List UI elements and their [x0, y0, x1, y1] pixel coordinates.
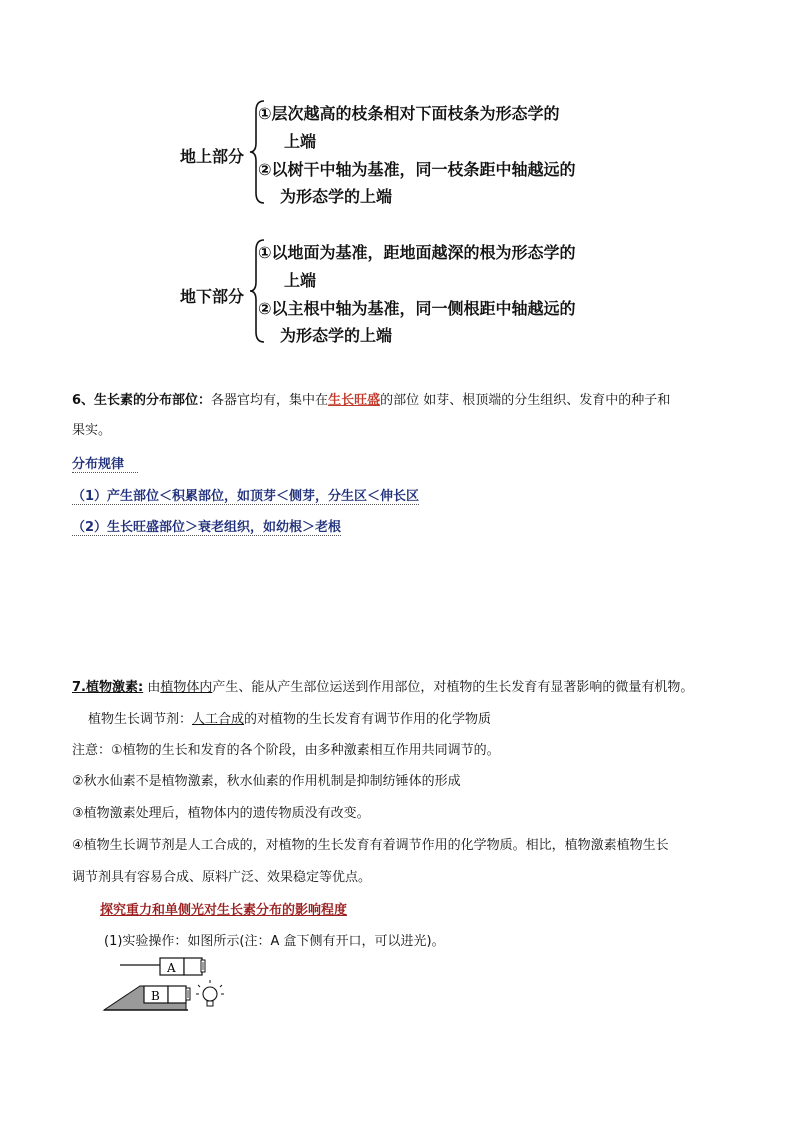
underground-label: 地下部分 — [180, 287, 245, 306]
seedling-icon — [186, 988, 190, 1000]
aboveground-line3: ②以树干中轴为基准，同一枝条距中轴越远的 — [258, 160, 576, 179]
note-4a: ④植物生长调节剂是人工合成的，对植物的生长发育有着调节作用的化学物质。相比，植物激素植物生长 — [72, 838, 669, 853]
underground-diagram — [170, 234, 630, 349]
note-4b: 调节剂具有容易合成、原料广泛、效果稳定等优点。 — [72, 870, 372, 885]
section7-heading: 7.植物激素: — [72, 680, 144, 695]
underground-line1: ①以地面为基准，距地面越深的根为形态学的 — [258, 243, 576, 262]
distribution-rule-2: （2）生长旺盛部位＞衰老组织，如幼根＞老根 — [72, 520, 342, 535]
section6-text-b: 的部位 如芽、根顶端的分生组织、发育中的种子和 — [380, 393, 671, 408]
seedling-icon — [201, 960, 205, 972]
section6-paragraph — [72, 389, 670, 408]
light-bulb-icon — [196, 980, 224, 1006]
distribution-rule-1: （1）产生部位＜积累部位，如顶芽＜侧芽，分生区＜伸长区 — [72, 489, 420, 504]
note-3: ③植物激素处理后，植物体内的遗传物质没有改变。 — [72, 806, 370, 821]
section6-text-c: 果实。 — [72, 423, 112, 438]
box-a-label: A — [167, 961, 176, 975]
aboveground-label: 地上部分 — [180, 147, 245, 166]
aboveground-line2: 上端 — [284, 132, 317, 151]
note-1: 注意：①植物的生长和发育的各个阶段，由多种激素相互作用共同调节的。 — [72, 743, 500, 758]
underground-line3: ②以主根中轴为基准，同一侧根距中轴越远的 — [258, 299, 576, 318]
section6-highlight: 生长旺盛 — [328, 393, 381, 408]
aboveground-line1: ①层次越高的枝条相对下面枝条为形态学的 — [258, 104, 560, 123]
experiment-figure — [100, 952, 230, 1018]
underground-line2: 上端 — [284, 271, 317, 290]
aboveground-line4: 为形态学的上端 — [280, 187, 393, 206]
experiment-heading: 探究重力和单侧光对生长素分布的影响程度 — [100, 903, 348, 918]
section7-definition: 7.植物激素: 由植物体内产生、能从产生部位运送到作用部位，对植物的生长发育有显著影响的微量有机物。 — [72, 680, 694, 695]
distribution-rule-title: 分布规律 — [72, 453, 138, 472]
experiment-step1: (1)实验操作：如图所示(注：A 盒下侧有开口，可以进光)。 — [104, 934, 445, 949]
section6-heading: 6、生长素的分布部位： — [72, 393, 212, 408]
section7-regulator: 植物生长调节剂：人工合成的对植物的生长发育有调节作用的化学物质 — [88, 712, 492, 727]
box-b-label: B — [151, 989, 160, 1003]
regulator-underline: 人工合成 — [192, 712, 245, 727]
section7-def-underline: 植物体内 — [160, 680, 213, 695]
underground-line4: 为形态学的上端 — [280, 326, 393, 345]
aboveground-diagram — [170, 95, 630, 210]
note-2: ②秋水仙素不是植物激素，秋水仙素的作用机制是抑制纺锤体的形成 — [72, 774, 461, 789]
section6-text-a: 各器官均有，集中在 — [211, 393, 329, 408]
